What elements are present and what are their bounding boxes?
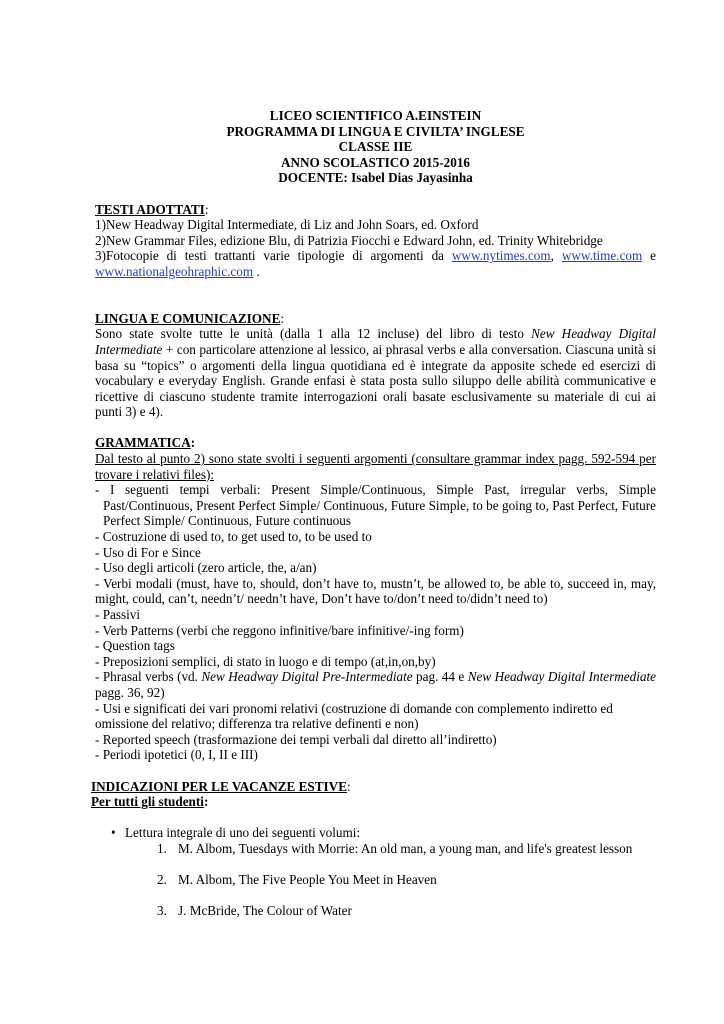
list-item: 2. M. Albom, The Five People You Meet in Heaven: [157, 872, 437, 888]
section-lingua: LINGUA E COMUNICAZIONE: Sono state svolte tutte le unità (dalla 1 alla 12 incluse) del libro di testo New Headway Digital Intermediate + con particolare attenzione al lessico, ai phrasal verbs e alla conversation. Ciascuna unità si basa su “topics” o argomenti della lingua quotidiana ed è integrate da apposite schede ed esercizi di vocabulary e everyday English. Grande enfasi è stata posta sullo siluppo delle abilità communicative e ricettive di ciascuno studente tramite interrogazioni orali basate esclusivamente su materiale di cui ai punti 3) e 4).: [95, 310, 656, 420]
list-item: 3)Fotocopie di testi trattanti varie tipologie di argomenti da www.nytimes.com, www.time.com e: [95, 248, 656, 264]
subheading-studenti: Per tutti gli studenti: [91, 794, 204, 810]
section-heading-lingua: LINGUA E COMUNICAZIONE: [95, 310, 281, 326]
document-page: [91, 108, 656, 919]
list-item: - Uso di For e Since: [95, 544, 201, 560]
document-header: [95, 108, 656, 186]
list-item: 1)New Headway Digital Intermediate, di Liz and John Soars, ed. Oxford: [95, 217, 479, 233]
list-item: - Preposizioni semplici, di stato in luogo e di tempo (at,in,on,by): [95, 653, 436, 669]
list-item: - Periodi ipotetici (0, I, II e III): [95, 747, 258, 763]
link-nytimes[interactable]: www.nytimes.com: [451, 248, 551, 264]
list-item: - I seguenti tempi verbali: Present Simple/Continuous, Simple Past, irregular verbs, Simple Past/Continuous, Present Perfect Simple/ Continuous, Future Simple, to be going to, Past Perfect, Future Perfect Simple/ Continuous, Future continuous: [95, 482, 656, 529]
program-title: PROGRAMMA DI LINGUA E CIVILTA’ INGLESE: [226, 123, 525, 139]
section-testi: TESTI ADOTTATI: 1)New Headway Digital Intermediate, di Liz and John Soars, ed. Oxford 2)New Grammar Files, edizione Blu, di Patrizia Fiocchi e Edward John, ed. Trinity Whitebridge 3)Fotocopie di testi trattanti varie tipologie di argomenti da www.nytimes.com, www.time.com e www.nationalgeohraphic.com .: [95, 201, 656, 279]
teacher-name: DOCENTE: Isabel Dias Jayasinha: [278, 170, 473, 186]
list-item: - Verb Patterns (verbi che reggono infinitive/bare infinitive/-ing form): [95, 622, 464, 638]
list-item: - Reported speech (trasformazione dei tempi verbali dal diretto all’indiretto): [95, 731, 497, 747]
section-heading-testi: TESTI ADOTTATI: [95, 201, 205, 217]
list-item: - Usi e significati dei vari pronomi relativi (costruzione di domande con complemento indiretto ed omissione del relativo; differenza tra relative definenti e non): [95, 700, 613, 732]
school-name: LICEO SCIENTIFICO A.EINSTEIN: [269, 108, 482, 123]
bullet-icon: •: [111, 825, 116, 841]
link-nationalgeographic[interactable]: www.nationalgeohraphic.com: [95, 263, 254, 279]
paragraph-lingua: Sono state svolte tutte le unità (dalla 1 alla 12 incluse) del libro di testo New Headway Digital Intermediate + con particolare attenzione al lessico, ai phrasal verbs e alla conversation. Ciascuna unità si basa su “topics” o argomenti della lingua quotidiana ed è integrate da apposite schede ed esercizi di vocabulary e everyday English. Grande enfasi è stata posta sullo siluppo delle abilità communicative e ricettive di ciascuno studente tramite interrogazioni orali basate esclusivamente su materiale di cui ai punti 3) e 4).: [95, 326, 656, 420]
section-vacanze: INDICAZIONI PER LE VACANZE ESTIVE: Per tutti gli studenti:: [91, 778, 351, 810]
list-item: - Question tags: [95, 638, 175, 654]
list-item: - Phrasal verbs (vd. New Headway Digital Pre-Intermediate pag. 44 e New Headway Digital Intermediate pagg. 36, 92): [95, 669, 656, 700]
class-name: CLASSE IIE: [338, 139, 413, 155]
section-grammatica: GRAMMATICA: Dal testo al punto 2) sono state svolti i seguenti argomenti (consultare grammar index pagg. 592-594 per trovare i relativi files): - I seguenti tempi verbali: Present Simple/Continuous, Simple Past, irregular verbs, Simple Past/Continuous, Present Perfect Simple/ Continuous, Future Simple, to be going to, Past Perfect, Future Perfect Simple/ Continuous, Future continuous - Costruzione di used to, to get used to, to be used to - Uso di For e Since - Uso degli articoli (zero article, the, a/an) - Verbi modali (must, have to, should, don’t have to, mustn’t, be allowed to, be able to, succeed in, may, might, could, can’t, needn’t/ needn’t have, Don’t have to/don’t need to/didn’t need to) - Passivi - Verb Patterns (verbi che reggono infinitive/bare infinitive/-ing form) - Question tags - Preposizioni semplici, di stato in luogo e di tempo (at,in,on,by) - Phrasal verbs (vd. New Headway Digital Pre-Intermediate pag. 44 e New Headway Digital Intermediate pagg. 36, 92) - Usi e significati dei vari pronomi relativi (costruzione di domande con complemento indiretto ed omissione del relativo; differenza tra relative definenti e non) - Reported speech (trasformazione dei tempi verbali dal diretto all’indiretto) - Periodi ipotetici (0, I, II e III): [95, 435, 656, 763]
list-item: 2)New Grammar Files, edizione Blu, di Patrizia Fiocchi e Edward John, ed. Trinity Whitebridge: [95, 232, 603, 248]
list-item: - Uso degli articoli (zero article, the, a/an): [95, 560, 317, 576]
list-item: - Verbi modali (must, have to, should, don’t have to, mustn’t, be allowed to, be able to, succeed in, may, might, could, can’t, needn’t/ needn’t have, Don’t have to/don’t need to/didn’t need to): [95, 575, 656, 607]
school-year: ANNO SCOLASTICO 2015-2016: [280, 154, 471, 170]
grammatica-intro: Dal testo al punto 2) sono state svolti i seguenti argomenti (consultare grammar index pagg. 592-594 per trovare i relativi files):: [95, 451, 656, 482]
section-heading-grammatica: GRAMMATICA: [95, 435, 191, 451]
reading-list: [95, 825, 656, 919]
list-item: 1. M. Albom, Tuesdays with Morrie: An old man, a young man, and life's greatest lesson: [157, 840, 633, 856]
list-item: • Lettura integrale di uno dei seguenti volumi:: [111, 825, 361, 841]
list-item: 3. J. McBride, The Colour of Water: [157, 903, 352, 919]
section-heading-vacanze: INDICAZIONI PER LE VACANZE ESTIVE: [91, 778, 348, 794]
list-item: - Costruzione di used to, to get used to, to be used to: [95, 529, 372, 545]
link-time[interactable]: www.time.com: [561, 248, 643, 264]
list-item: - Passivi: [95, 607, 141, 622]
